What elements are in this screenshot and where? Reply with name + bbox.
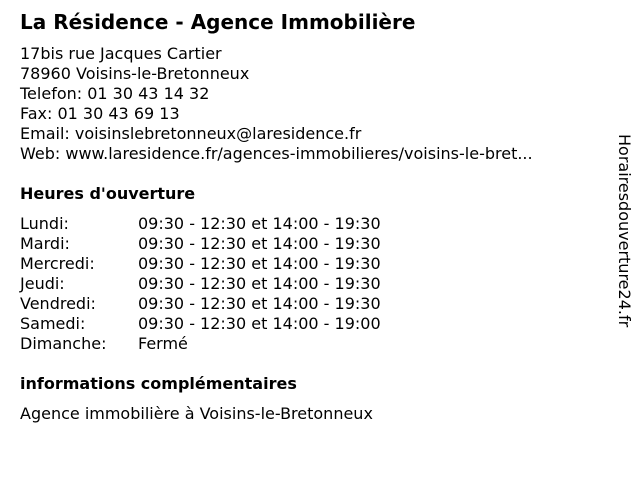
day-label: Mercredi: [20,254,95,273]
email-address: Email: voisinslebretonneux@laresidence.fr [20,124,362,143]
hours-row-friday [20,294,381,314]
day-label: Vendredi: [20,294,96,313]
day-label: Samedi: [20,314,86,333]
day-label: Mardi: [20,234,70,253]
hours-row-tuesday [20,234,381,254]
hours-row-wednesday [20,254,381,274]
hours-row-thursday [20,274,381,294]
fax-number: Fax: 01 30 43 69 13 [20,104,180,123]
day-label: Lundi: [20,214,69,233]
opening-hours-table [20,214,381,354]
page-title: La Résidence - Agence Immobilière [20,10,416,34]
site-watermark: Horairesdouverture24.fr [615,134,634,328]
time-range: 09:30 - 12:30 et 14:00 - 19:00 [138,314,381,333]
hours-row-saturday [20,314,381,334]
time-range: 09:30 - 12:30 et 14:00 - 19:30 [138,294,381,313]
time-range: 09:30 - 12:30 et 14:00 - 19:30 [138,234,381,253]
website-url: Web: www.laresidence.fr/agences-immobilieres/voisins-le-bret... [20,144,533,163]
hours-heading: Heures d'ouverture [20,184,196,203]
time-range: 09:30 - 12:30 et 14:00 - 19:30 [138,274,381,293]
phone-number: Telefon: 01 30 43 14 32 [20,84,210,103]
address-city: 78960 Voisins-le-Bretonneux [20,64,250,83]
time-range: Fermé [138,334,188,353]
time-range: 09:30 - 12:30 et 14:00 - 19:30 [138,254,381,273]
day-label: Dimanche: [20,334,107,353]
info-heading: informations complémentaires [20,374,297,393]
hours-row-monday [20,214,381,234]
hours-row-sunday [20,334,381,354]
time-range: 09:30 - 12:30 et 14:00 - 19:30 [138,214,381,233]
address-street: 17bis rue Jacques Cartier [20,44,222,63]
info-description: Agence immobilière à Voisins-le-Bretonneux [20,404,373,423]
contact-block [20,44,533,164]
day-label: Jeudi: [20,274,65,293]
